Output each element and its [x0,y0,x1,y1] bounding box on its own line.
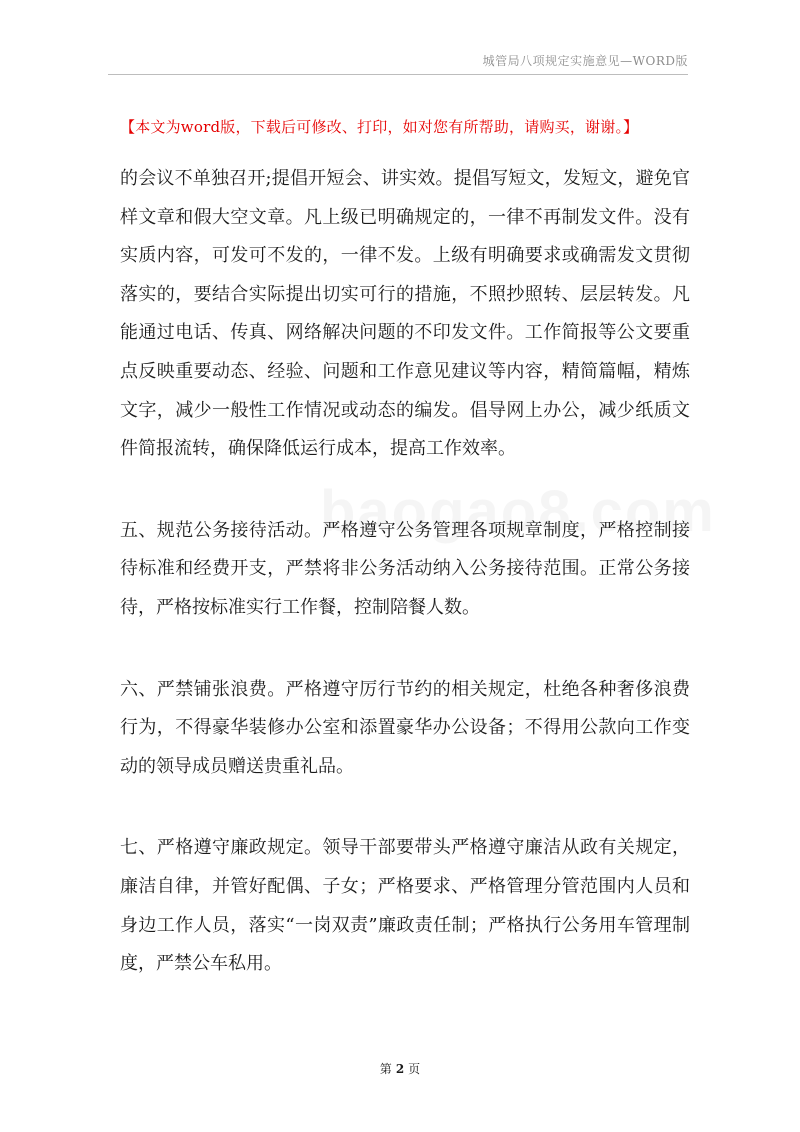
page-number-prefix: 第 [379,1062,392,1076]
paragraph-no-extravagance: 六、严禁铺张浪费。严格遵守厉行节约的相关规定，杜绝各种奢侈浪费行为，不得豪华装修办公室和添置豪华办公设备；不得用公款向工作变动的领导成员赠送贵重礼品。 [120,678,690,777]
paragraph-meetings-documents: 的会议不单独召开;提倡开短会、讲实效。提倡写短文，发短文，避免官样文章和假大空文章。凡上级已明确规定的，一律不再制发文件。没有实质内容，可发可不发的，一律不发。上级有明确要求或确需发文贯彻落实的，要结合实际提出切实可行的措施，不照抄照转、层层转发。凡能通过电话、传真、网络解决问题的不印发文件。工作简报等公文要重点反映重要动态、经验、问题和工作意见建议等内容，精简篇幅，精炼文字，减少一般性工作情况或动态的编发。倡导网上办公，减少纸质文件简报流转，确保降低运行成本，提高工作效率。 [120,168,690,460]
page-header-title: 城管局八项规定实施意见—WORD版 [482,54,688,68]
page-number [0,1060,800,1077]
page-number-suffix: 页 [408,1062,421,1076]
download-notice: 【本文为word版，下载后可修改、打印，如对您有所帮助，请购买，谢谢。】 [120,118,639,136]
paragraph-integrity-rules: 七、严格遵守廉政规定。领导干部要带头严格遵守廉洁从政有关规定，廉洁自律，并管好配偶、子女；严格要求、严格管理分管范围内人员和身边工作人员，落实“一岗双责”廉政责任制；严格执行公务用车管理制度，严禁公车私用。 [120,837,690,975]
document-body [120,160,690,984]
page-number-value: 2 [395,1062,405,1076]
header-divider [108,74,688,75]
paragraph-official-reception: 五、规范公务接待活动。严格遵守公务管理各项规章制度，严格控制接待标准和经费开支，严禁将非公务活动纳入公务接待范围。正常公务接待，严格按标准实行工作餐，控制陪餐人数。 [120,519,690,618]
